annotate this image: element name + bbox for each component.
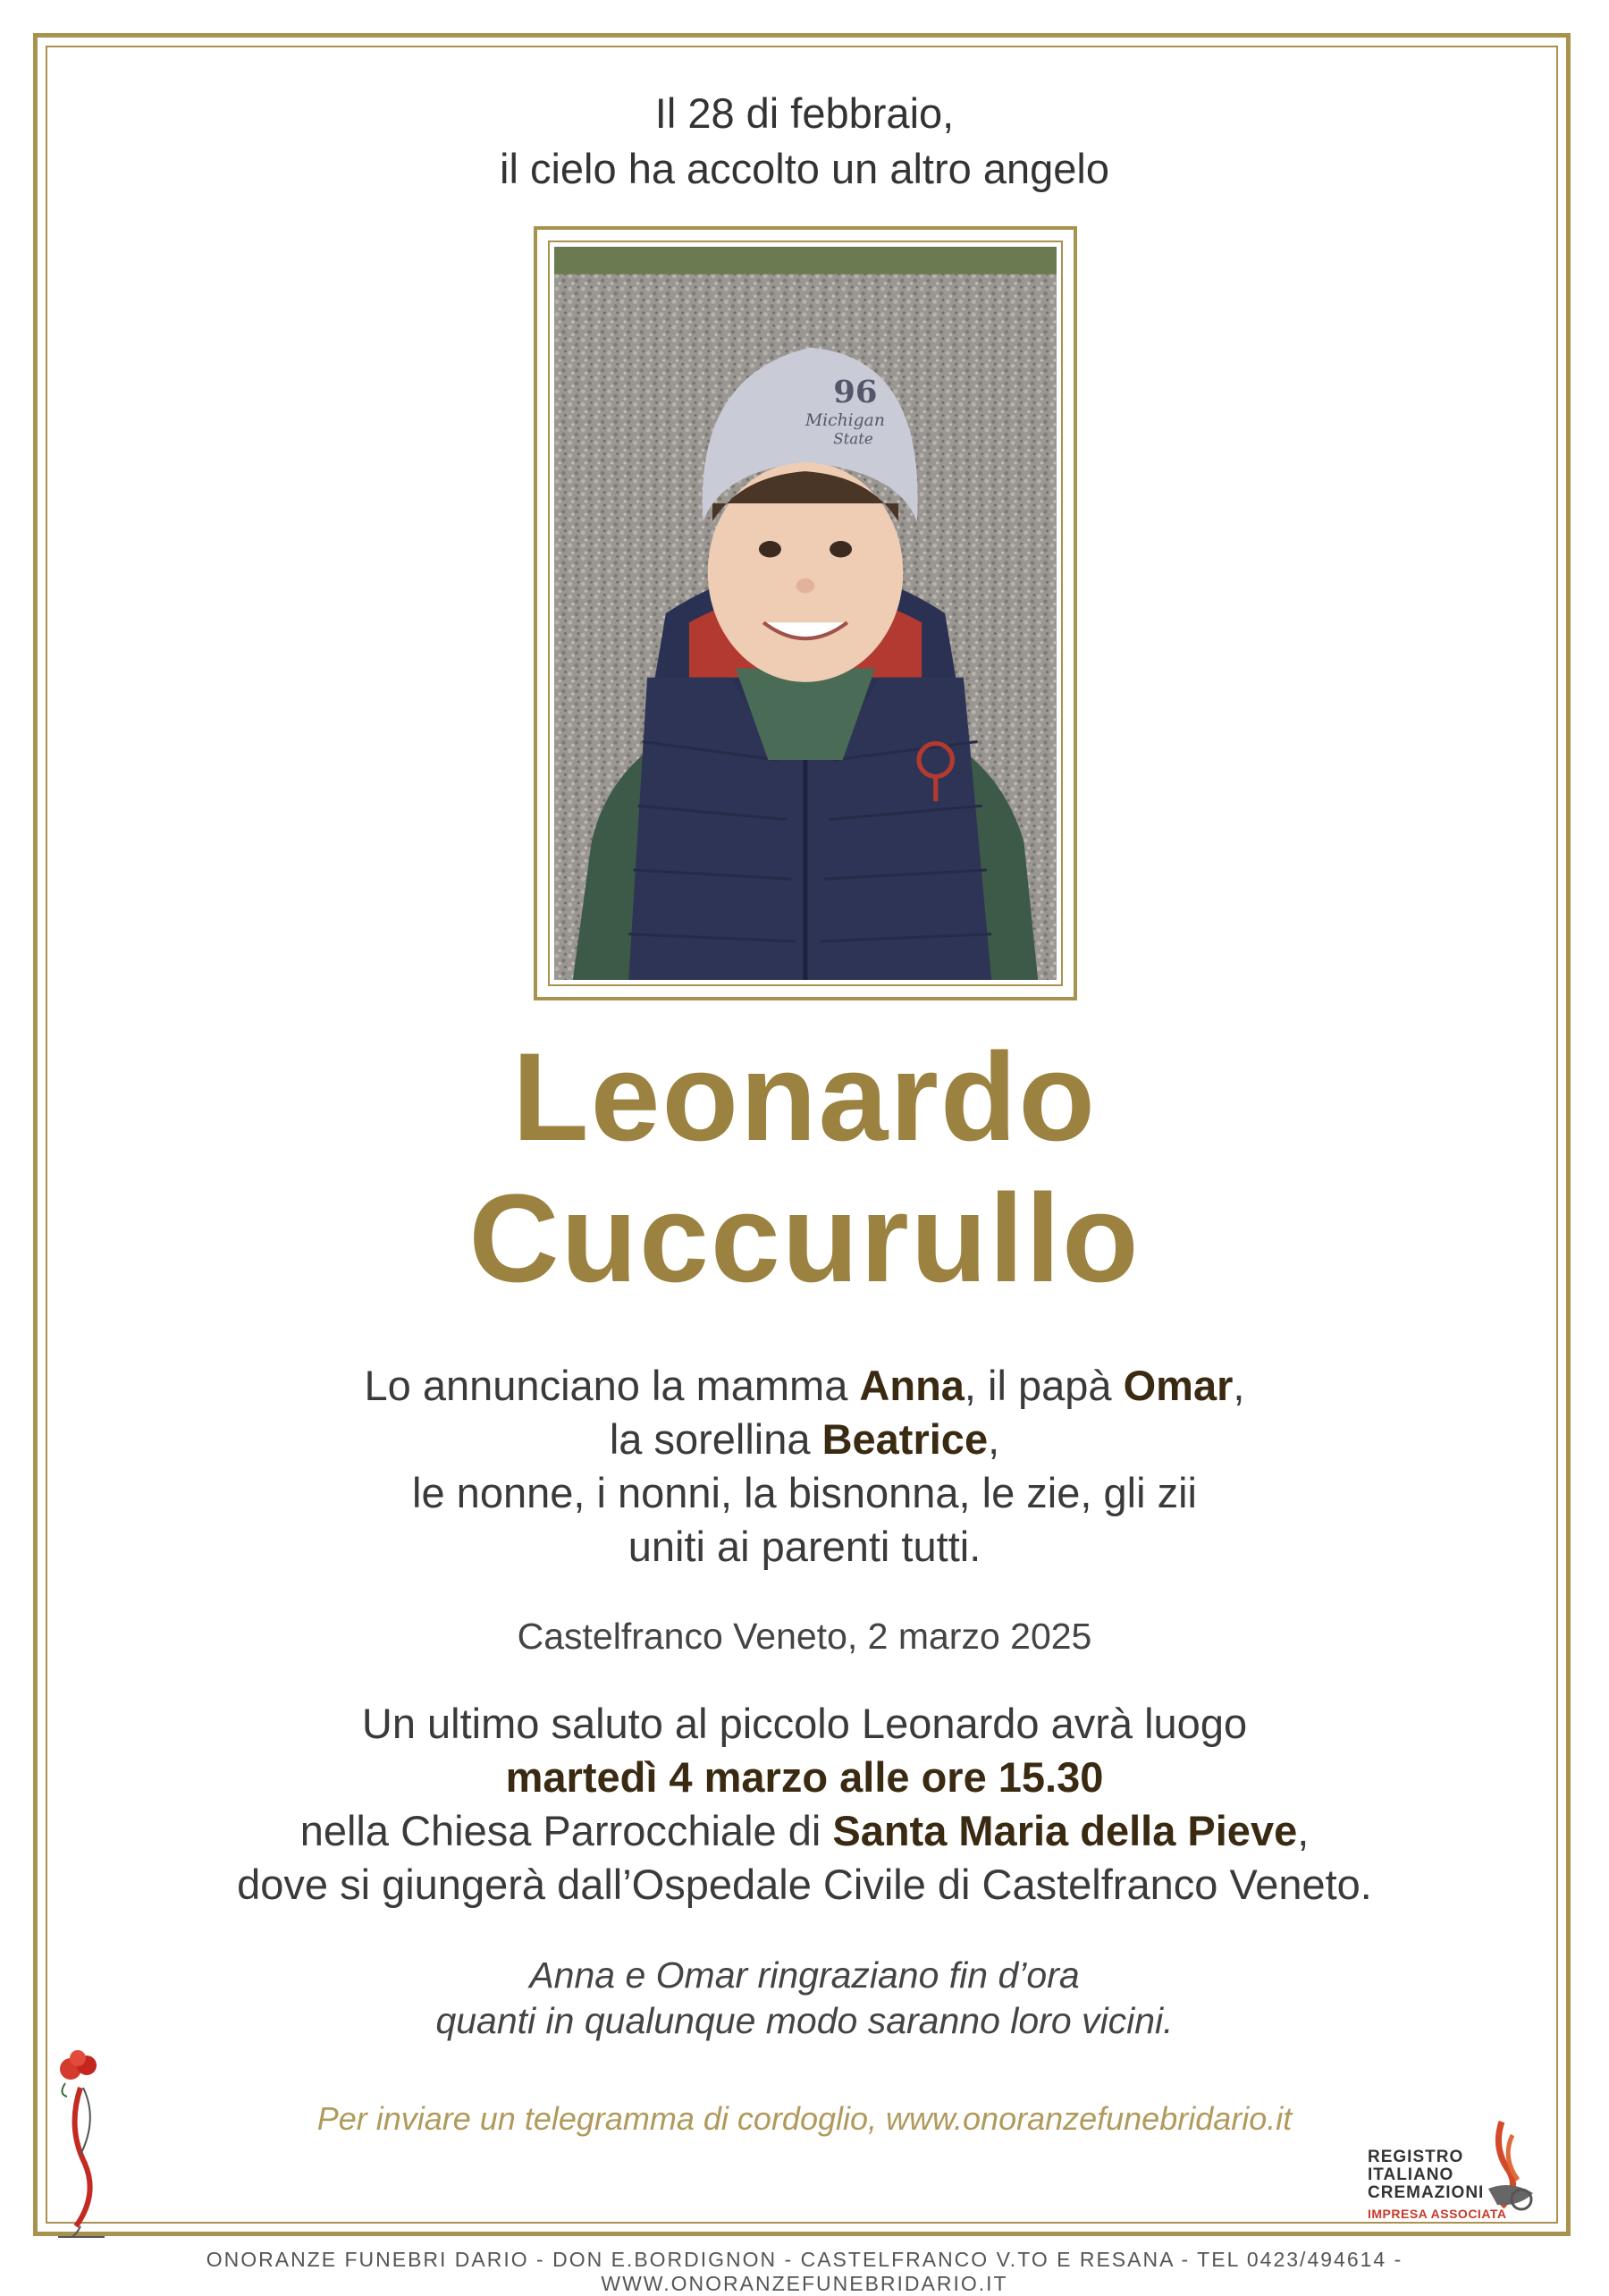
ceremony-datetime: martedì 4 marzo alle ore 15.30: [505, 1753, 1104, 1801]
ceremony-line-2: [0, 1751, 1609, 1804]
ceremony-line-1: Un ultimo saluto al piccolo Leonardo avrà luogo: [361, 1700, 1248, 1747]
last-name: Cuccurullo: [468, 1168, 1141, 1308]
announcement-line-3: le nonne, i nonni, la bisnonna, le zie, gli zii: [412, 1469, 1197, 1516]
portrait-photo: [554, 247, 1057, 980]
text-span: la sorellina: [609, 1415, 822, 1463]
hat-text-1: Michigan: [805, 410, 885, 430]
ceremony: [0, 1697, 1609, 1912]
thanks-line-1: Anna e Omar ringraziano fin d’ora: [529, 1954, 1080, 1996]
announcement: [0, 1359, 1609, 1574]
text-span: ,: [1233, 1362, 1245, 1409]
hat-text-2: State: [833, 430, 873, 448]
announcement-line-2: [0, 1413, 1609, 1466]
logo-line-2: ITALIANO: [1368, 2165, 1454, 2184]
telegram-link[interactable]: Per inviare un telegramma di cordoglio, www.onoranzefunebridario.it: [316, 2100, 1293, 2137]
text-span: nella Chiesa Parrocchiale di: [299, 1807, 833, 1854]
church-name: Santa Maria della Pieve: [832, 1807, 1298, 1854]
ceremony-line-4: dove si giungerà dall’Ospedale Civile di Castelfranco Veneto.: [237, 1861, 1372, 1908]
announcement-line-4: uniti ai parenti tutti.: [628, 1523, 981, 1570]
ric-logo: [1368, 2117, 1560, 2229]
logo-line-1: REGISTRO: [1368, 2148, 1464, 2166]
ceremony-line-3: [0, 1804, 1609, 1858]
thanks-line-2: quanti in qualunque modo saranno loro vicini.: [435, 2000, 1174, 2041]
logo-line-4: IMPRESA ASSOCIATA: [1368, 2207, 1507, 2221]
header-line-2: il cielo ha accolto un altro angelo: [500, 145, 1109, 192]
header-line-1: Il 28 di febbraio,: [654, 89, 955, 137]
text-span: ,: [988, 1415, 1000, 1463]
thanks: [0, 1953, 1609, 2044]
portrait-illustration: [554, 247, 1057, 980]
text-span: , il papà: [964, 1362, 1124, 1409]
sister-name: Beatrice: [821, 1415, 989, 1463]
photo-frame: [534, 226, 1077, 1000]
footer: ONORANZE FUNEBRI DARIO - DON E.BORDIGNON - CASTELFRANCO V.TO E RESANA - TEL 0423/494614 - WWW.ONORANZEFUNEBRIDARIO.IT: [206, 2248, 1403, 2295]
father-name: Omar: [1123, 1362, 1234, 1409]
text-span: ,: [1297, 1807, 1310, 1854]
header: [0, 86, 1609, 197]
first-name: Leonardo: [512, 1026, 1097, 1167]
announcement-line-1: [0, 1359, 1609, 1413]
rose-icon: [49, 2047, 112, 2240]
logo-line-3: CREMAZIONI: [1368, 2183, 1485, 2202]
text-span: Lo annunciano la mamma: [364, 1362, 860, 1409]
mother-name: Anna: [859, 1362, 965, 1409]
place-date: Castelfranco Veneto, 2 marzo 2025: [517, 1616, 1092, 1657]
hat-number: 96: [833, 374, 878, 411]
phoenix-logo-icon: [1488, 2122, 1533, 2209]
deceased-name: [0, 1026, 1609, 1308]
